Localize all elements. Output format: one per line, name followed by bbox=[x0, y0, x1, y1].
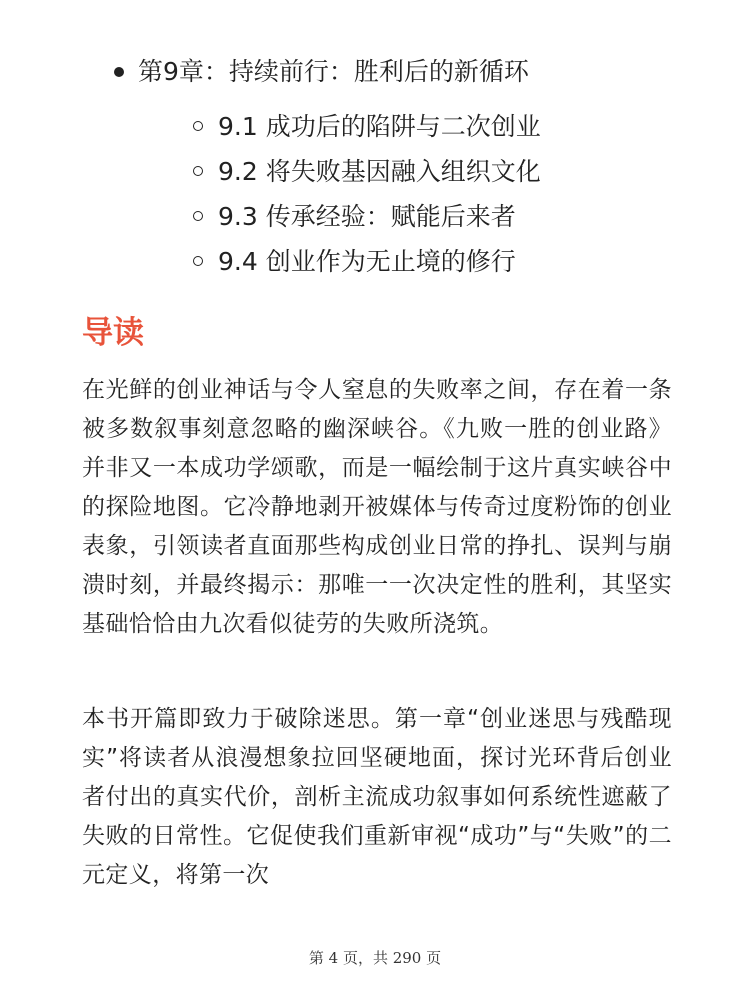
section-entry bbox=[138, 239, 541, 284]
bullet-circle-icon bbox=[193, 256, 203, 266]
body-paragraph: 在光鲜的创业神话与令人窒息的失败率之间，存在着一条被多数叙事刻意忽略的幽深峡谷。《九败一胜的创业路》并非又一本成功学颂歌，而是一幅绘制于这片真实峡谷中的探险地图。它冷静地剥开被媒体与传奇过度粉饰的创业表象，引领读者直面那些构成创业日常的挣扎、误判与崩溃时刻，并最终揭示：那唯一一次决定性的胜利，其坚实基础恰恰由九次看似徒劳的失败所浇筑。 bbox=[82, 377, 672, 637]
section-title: 9.1 成功后的陷阱与二次创业 bbox=[218, 112, 541, 141]
bullet-circle-icon bbox=[193, 211, 203, 221]
bullet-circle-icon bbox=[193, 121, 203, 131]
page-number-footer: 第 4 页，共 290 页 bbox=[308, 949, 442, 967]
bullet-disc-icon bbox=[114, 67, 124, 77]
section-entry bbox=[138, 194, 541, 239]
section-entry bbox=[138, 149, 541, 194]
section-title: 9.4 创业作为无止境的修行 bbox=[218, 247, 516, 276]
chapter-title: 第9章：持续前行：胜利后的新循环 bbox=[138, 57, 529, 86]
chapter-entry bbox=[108, 52, 541, 284]
bullet-circle-icon bbox=[193, 166, 203, 176]
body-paragraph: 本书开篇即致力于破除迷思。第一章“创业迷思与残酷现实”将读者从浪漫想象拉回坚硬地面，探讨光环背后创业者付出的真实代价，剖析主流成功叙事如何系统性遮蔽了失败的日常性。它促使我们重新审视“成功”与“失败”的二元定义，将第一次 bbox=[82, 706, 672, 888]
section-entry bbox=[138, 104, 541, 149]
section-title: 9.3 传承经验：赋能后来者 bbox=[218, 202, 516, 231]
chapter-outline bbox=[108, 52, 541, 284]
section-title: 9.2 将失败基因融入组织文化 bbox=[218, 157, 541, 186]
section-outline bbox=[138, 104, 541, 284]
section-heading: 导读 bbox=[82, 315, 144, 351]
